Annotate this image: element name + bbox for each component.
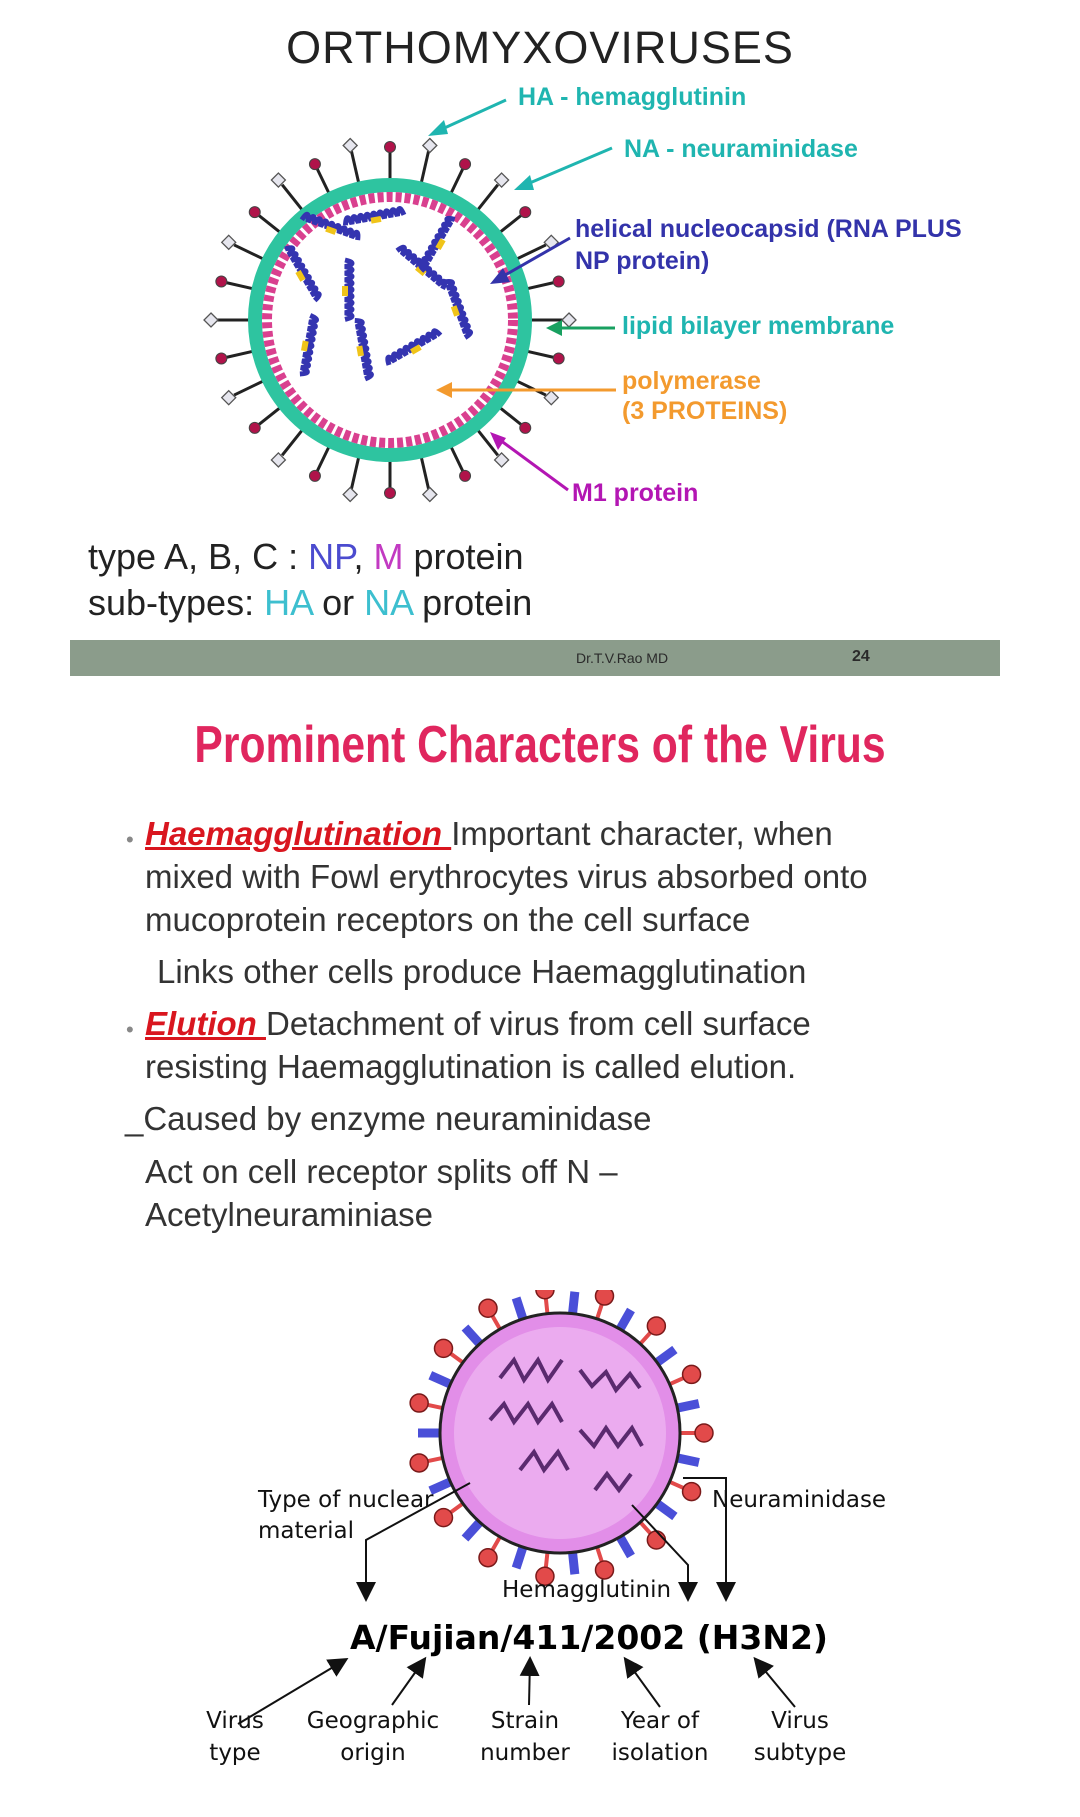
caused-line: _Caused by enzyme neuraminidase [125,1100,652,1137]
act-line-1: Act on cell receptor splits off N – [145,1153,618,1190]
footer-author: Dr.T.V.Rao MD [576,650,669,666]
ha-label: HA - hemagglutinin [518,83,747,111]
virus-subtype-label: Virus subtype [753,1708,847,1766]
haemagglutination-term: Haemagglutination [145,815,452,852]
year-of-isolation-label: Year of isolation [611,1708,709,1766]
geographic-origin-label: Geographic origin [306,1708,440,1766]
virus-type-label: Virus type [206,1708,264,1766]
slide-footer-bar [70,640,1000,676]
slide-title-orthomyxoviruses: ORTHOMYXOVIRUSES [286,22,794,73]
membrane-label: lipid bilayer membrane [622,312,895,340]
hemagglutinin-spike-head [536,1290,554,1299]
footer-page-number: 24 [852,648,870,665]
strain-name: A/Fujian/411/2002 (H3N2) [350,1618,829,1657]
haemagglutination-line-2: mixed with Fowl erythrocytes virus absorbed onto [145,858,868,895]
polymerase-label-2: (3 PROTEINS) [622,397,788,425]
hemagglutinin-label: Hemagglutinin [502,1577,672,1603]
neuraminidase-label: Neuraminidase [712,1487,887,1513]
nucleocapsid-label-1: helical nucleocapsid (RNA PLUS [575,215,962,243]
elution-line-2: resisting Haemagglutination is called elution. [145,1048,797,1085]
na-label: NA - neuraminidase [624,135,858,163]
subtype-line: sub-types: HA or NA protein [88,582,533,623]
slide-title-prominent-characters: Prominent Characters of the Virus [194,716,886,774]
strain-number-label: Strain number [480,1708,570,1766]
polymerase-label-1: polymerase [622,367,761,395]
bullet-dot: • [126,827,134,852]
label-arrows [0,0,1080,540]
act-line-2: Acetylneuraminiase [145,1196,433,1233]
nuclear-material-label-1: Type of nuclear [258,1487,434,1513]
nucleocapsid-label-2: NP protein) [575,247,710,275]
bullet-dot: • [126,1017,134,1042]
haemagglutination-line-3: mucoprotein receptors on the cell surface [145,901,751,938]
m1-label: M1 protein [572,479,699,507]
nuclear-material-label-2: material [258,1518,354,1544]
elution-term: Elution [145,1005,266,1042]
haemagglutination-line-1: Haemagglutination Important character, when [145,815,833,852]
elution-line-1: Elution Detachment of virus from cell surface [145,1005,811,1042]
type-line: type A, B, C : NP, M protein [88,536,524,577]
links-line: Links other cells produce Haemagglutination [157,953,807,990]
